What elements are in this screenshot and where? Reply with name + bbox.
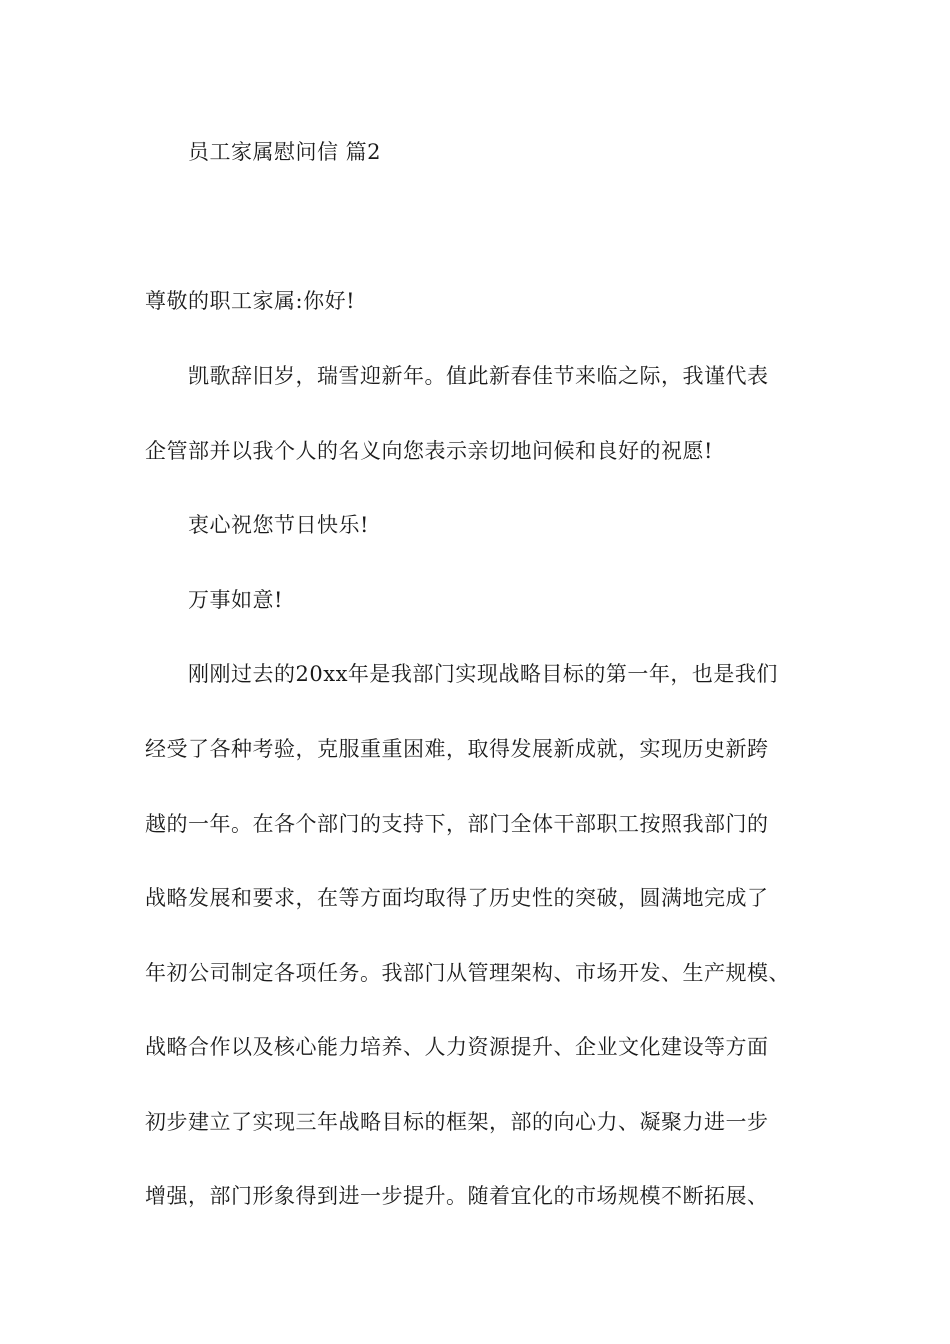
body-line: 凯歌辞旧岁，瑞雪迎新年。值此新春佳节来临之际，我谨代表 (188, 364, 769, 388)
document-heading: 员工家属慰问信 篇2 (188, 140, 382, 164)
body-line: 战略合作以及核心能力培养、人力资源提升、企业文化建设等方面 (145, 1035, 769, 1059)
salutation: 尊敬的职工家属:你好! (145, 289, 356, 313)
body-line: 年初公司制定各项任务。我部门从管理架构、市场开发、生产规模、 (145, 961, 790, 985)
body-line: 经受了各种考验，克服重重困难，取得发展新成就，实现历史新跨 (145, 737, 769, 761)
body-line: 刚刚过去的20xx年是我部门实现战略目标的第一年，也是我们 (188, 662, 778, 686)
body-line: 战略发展和要求，在等方面均取得了历史性的突破，圆满地完成了 (145, 886, 769, 910)
body-line: 衷心祝您节日快乐! (188, 513, 369, 537)
body-line: 增强，部门形象得到进一步提升。随着宜化的市场规模不断拓展、 (145, 1184, 769, 1208)
body-line: 初步建立了实现三年战略目标的框架，部的向心力、凝聚力进一步 (145, 1110, 769, 1134)
body-line: 万事如意! (188, 588, 283, 612)
body-line: 企管部并以我个人的名义向您表示亲切地问候和良好的祝愿! (145, 439, 713, 463)
body-line: 越的一年。在各个部门的支持下，部门全体干部职工按照我部门的 (145, 812, 769, 836)
